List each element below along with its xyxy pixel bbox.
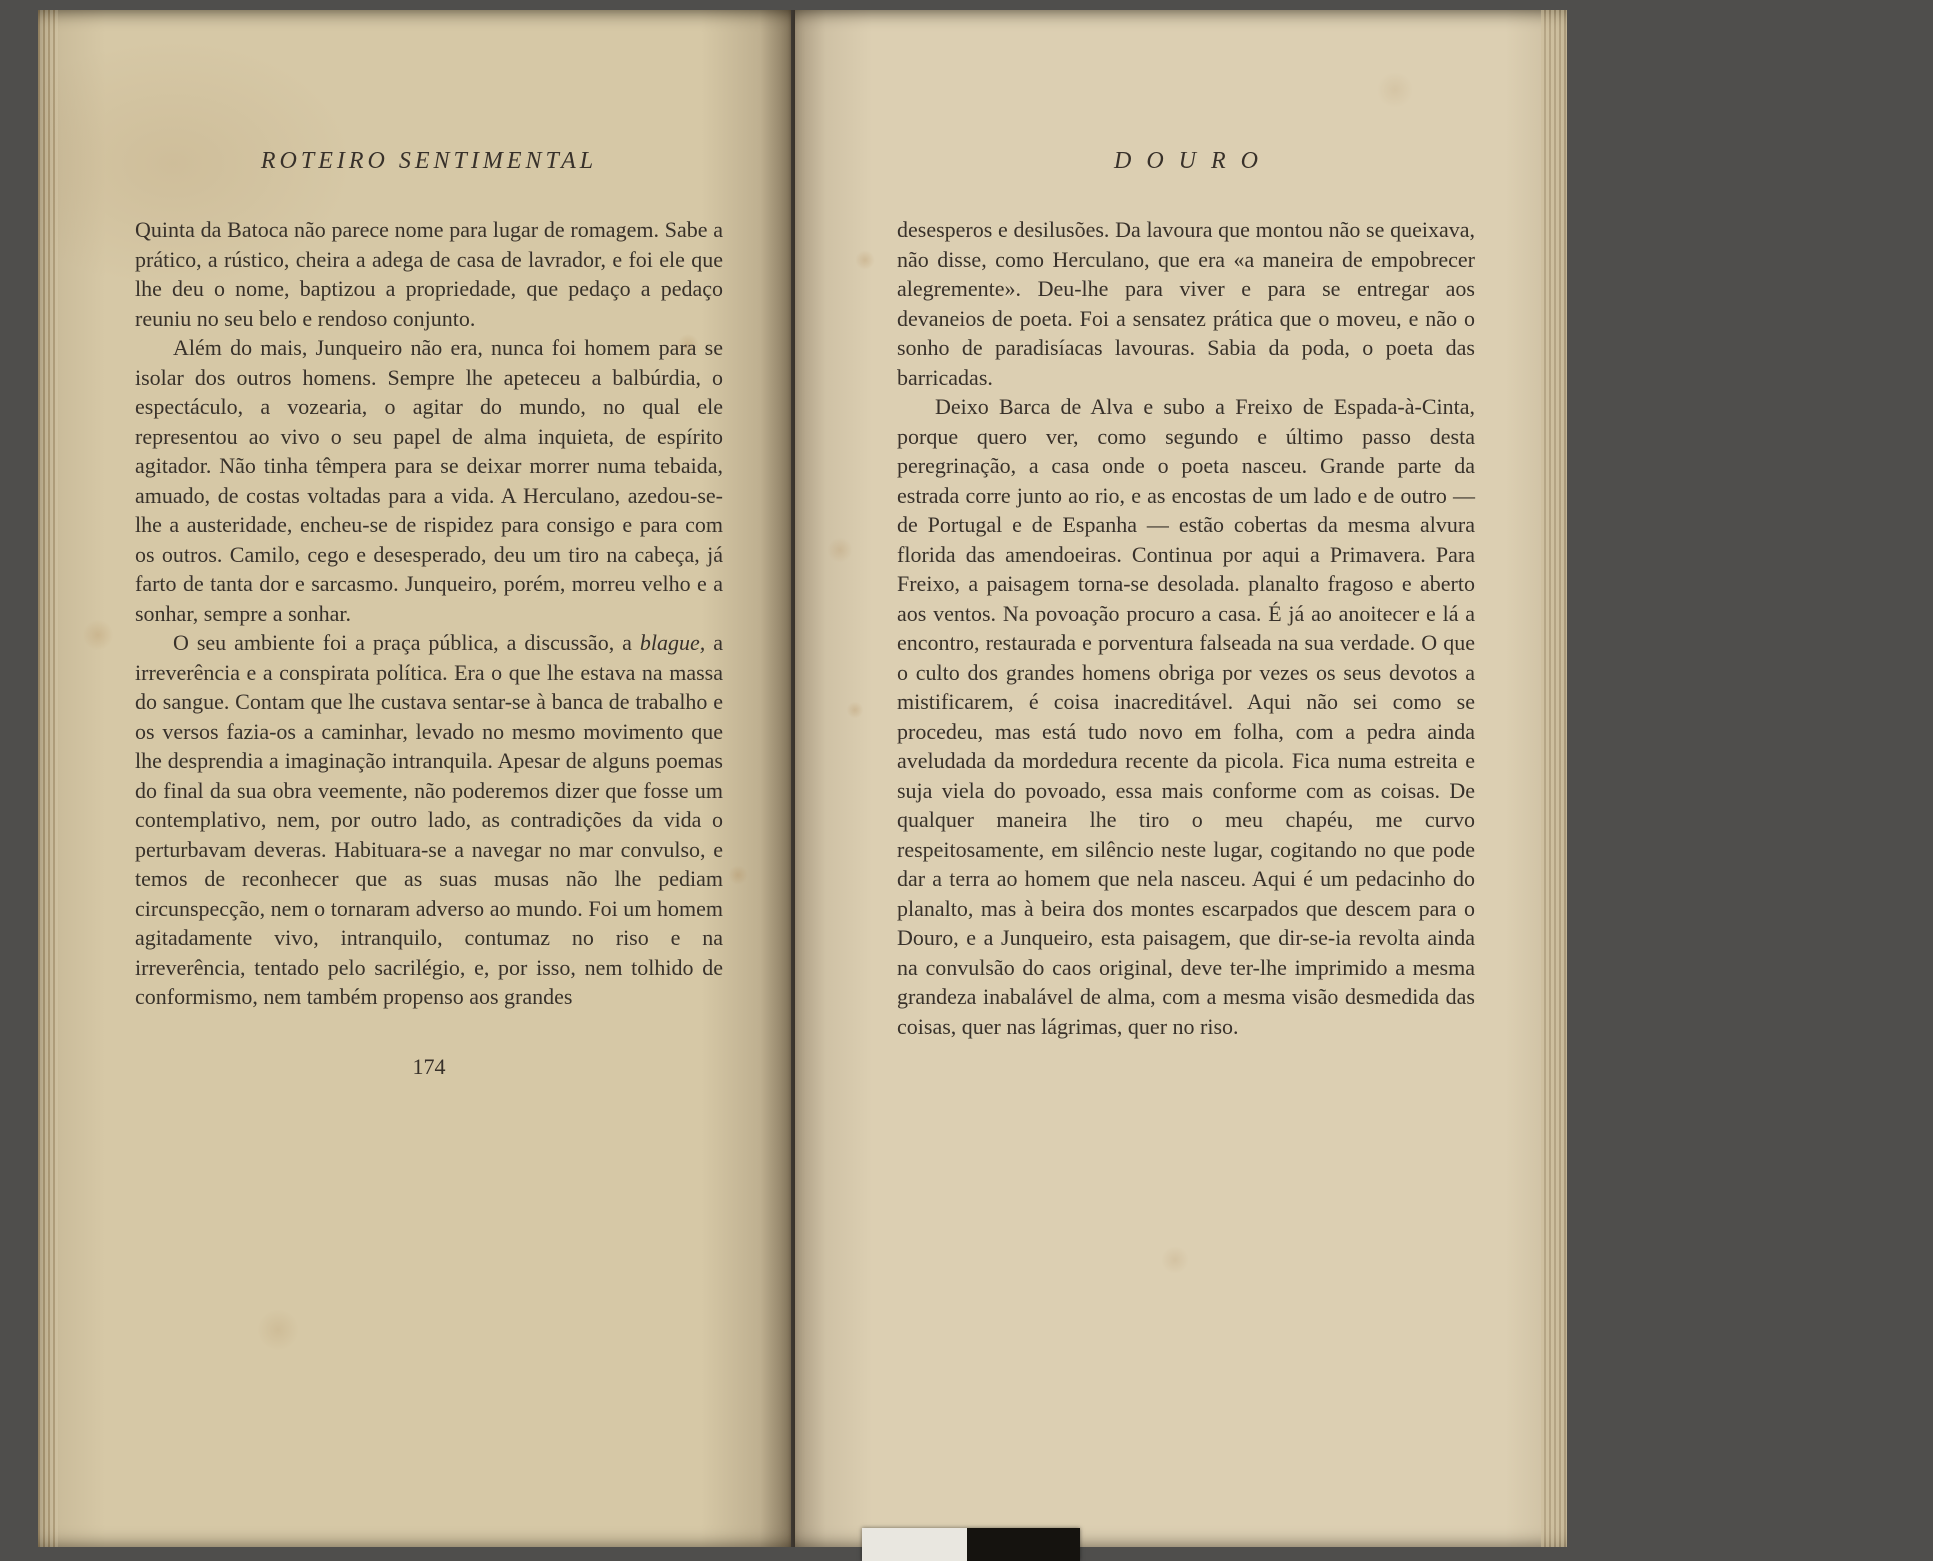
paragraph: desesperos e desilusões. Da lavoura que montou não se queixava, não disse, como Herculano, que era «a maneira de empobrecer alegremente». Deu-lhe para viver e para se entregar aos devaneios de poeta. Foi a sensatez prática que o moveu, e não o sonho de paradisíacas lavouras. Sabia da poda, o poeta das barricadas. xyxy=(897,217,1475,390)
scale-bar-black-segment xyxy=(967,1528,1080,1561)
italic-word: blague, xyxy=(639,630,706,655)
left-page-body xyxy=(135,215,723,1012)
running-header-right: DOURO xyxy=(1114,148,1273,174)
paragraph: Deixo Barca de Alva e subo a Freixo de Espada-à-Cinta, porque quero ver, como segundo e último passo desta peregrinação, a casa onde o poeta nasceu. Grande parte da estrada corre junto ao rio, e as encostas de um lado e de outro — de Portugal e de Espanha — estão cobertas da mesma alvura florida das amendoeiras. Continua por aqui a Primavera. Para Freixo, a paisagem torna-se desolada. planalto fragoso e aberto aos ventos. Na povoação procuro a casa. É já ao anoitecer e lá a encontro, restaurada e porventura falseada na sua verdade. O que o culto dos grandes homens obriga por vezes os seus devotos a mistificarem, é coisa inacreditável. Aqui não sei como se procedeu, mas está tudo novo em folha, com a pedra ainda aveludada da mordedura recente da picola. Fica numa estreita e suja viela do povoado, essa mais conforme com as coisas. De qualquer maneira lhe tiro o meu chapéu, me curvo respeitosamente, em silêncio neste lugar, cogitando no que pode dar a terra ao homem que nela nasceu. Aqui é um pedacinho do planalto, mas à beira dos montes escarpados que descem para o Douro, e a Junqueiro, esta paisagem, que dir-se-ia revolta ainda na convulsão do caos original, deve ter-lhe imprimido a mesma grandeza inabalável de alma, com a mesma visão desmedida das coisas, quer nas lágrimas, quer no riso. xyxy=(897,394,1475,1039)
right-page xyxy=(795,10,1567,1547)
left-page-content xyxy=(135,148,723,1080)
paragraph xyxy=(135,628,723,1012)
right-page-content xyxy=(897,148,1475,1041)
running-header-left: ROTEIRO SENTIMENTAL xyxy=(260,148,598,174)
paragraph: Quinta da Batoca não parece nome para lugar de romagem. Sabe a prático, a rústico, cheira a adega de casa de lavrador, e foi ele que lhe deu o nome, baptizou a propriedade, que pedaço a pedaço reuniu no seu belo e rendoso conjunto. xyxy=(135,217,723,331)
paragraph-text: O seu ambiente foi a praça pública, a discussão, a xyxy=(173,630,640,655)
scale-bar-white-segment xyxy=(862,1528,967,1561)
paragraph: Além do mais, Junqueiro não era, nunca foi homem para se isolar dos outros homens. Sempre lhe apeteceu a balbúrdia, o espectáculo, a vozearia, o agitar do mundo, no qual ele representou ao vivo o seu papel de alma inquieta, de espírito agitador. Não tinha têmpera para se deixar morrer numa tebaida, amuado, de costas voltadas para a vida. A Herculano, azedou-se-lhe a austeridade, encheu-se de rispidez para consigo e para com os outros. Camilo, cego e desesperado, deu um tiro na cabeça, já farto de tanta dor e sarcasmo. Junqueiro, porém, morreu velho e a sonhar, sempre a sonhar. xyxy=(135,335,723,626)
paragraph-text: a irreverência e a conspirata política. Era o que lhe estava na massa do sangue. Contam que lhe custava sentar-se à banca de trabalho e os versos fazia-os a caminhar, levado no mesmo movimento que lhe desprendia a imaginação intranquila. Apesar de alguns poemas do final da sua obra veemente, não poderemos dizer que fosse um contemplativo, nem, por outro lado, as contradições da vida o perturbavam deveras. Habituara-se a navegar no mar convulso, e temos de reconhecer que as suas musas não lhe pediam circunspecção, nem o tornaram adverso ao mundo. Foi um homem agitadamente vivo, intranquilo, contumaz no riso e na irreverência, tentado pelo sacrilégio, e, por isso, nem tolhido de conformismo, nem também propenso aos grandes xyxy=(135,630,724,1009)
page-number: 174 xyxy=(412,1053,446,1079)
scale-bar xyxy=(862,1528,1080,1561)
left-page xyxy=(38,10,791,1547)
right-page-body xyxy=(897,215,1475,1041)
